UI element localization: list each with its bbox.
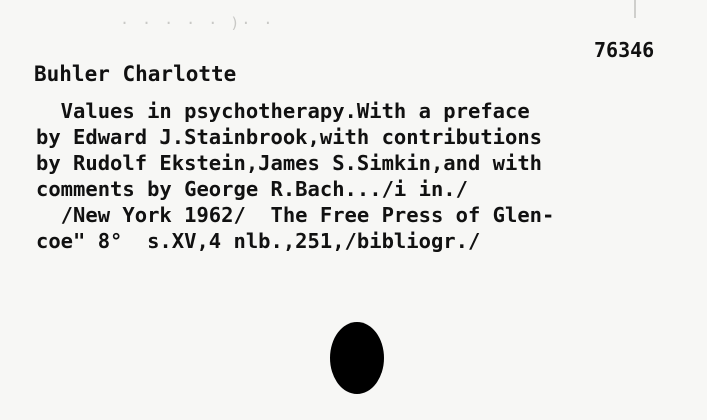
description-line: comments by George R.Bach.../i in./ [36, 177, 468, 201]
punch-hole [330, 322, 384, 394]
faint-stamp-mark: · · · · · )· · [120, 14, 275, 32]
description-line: Values in psychotherapy.With a preface [36, 99, 530, 123]
description-line: coe" 8° s.XV,4 nlb.,251,/bibliogr./ [36, 229, 481, 253]
catalog-number: 76346 [594, 38, 655, 62]
description-line: by Edward J.Stainbrook,with contributions [36, 125, 543, 149]
edge-mark [634, 0, 636, 18]
author-heading: Buhler Charlotte [34, 62, 237, 86]
description-line: /New York 1962/ The Free Press of Glen- [36, 203, 555, 227]
bibliographic-description [36, 98, 554, 254]
description-line: by Rudolf Ekstein,James S.Simkin,and with [36, 151, 543, 175]
